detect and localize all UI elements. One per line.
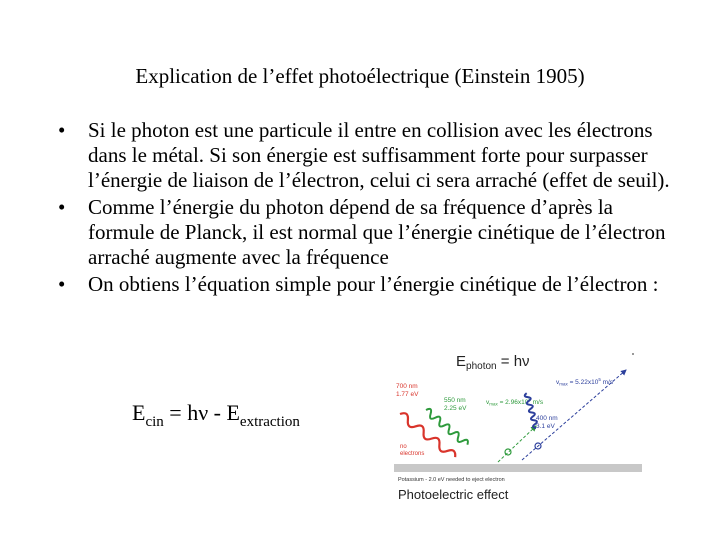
no-electrons-label-2: electrons xyxy=(400,451,425,457)
bullet-item xyxy=(56,118,676,193)
blue-energy-label: 3.1 eV xyxy=(536,423,555,430)
metal-caption: Potassium - 2.0 eV needed to eject electron xyxy=(398,477,505,483)
no-electrons-label-1: no xyxy=(400,444,407,450)
blue-wavelength-label: 400 nm xyxy=(536,415,558,422)
red-wavelength-label: 700 nm xyxy=(396,383,418,390)
green-wavelength-label: 550 nm xyxy=(444,397,466,404)
corner-mark xyxy=(632,353,634,355)
bullet-text: Si le photon est une particule il entre en collision avec les électrons dans le métal. Si son énergie est suffisamment forte pour surpasser l’énergie de liaison de l’électron, celui ci sera arraché (effet de seuil). xyxy=(88,118,670,192)
bullet-item xyxy=(56,272,676,297)
formula-sub-extraction: extraction xyxy=(239,414,300,430)
green-electron xyxy=(505,449,511,455)
green-energy-label: 2.25 eV xyxy=(444,405,467,412)
green-electron-path xyxy=(498,426,536,462)
figure-caption: Photoelectric effect xyxy=(398,487,509,502)
photon-energy-equation: $E_{photon} = h\nu$ xyxy=(456,353,530,372)
bullet-text: Comme l’énergie du photon dépend de sa fréquence d’après la formule de Planck, il est normal que l’énergie cinétique de l’électron arraché augmente avec la fréquence xyxy=(88,195,666,269)
slide-title: Explication de l’effet photoélectrique (Einstein 1905) xyxy=(135,64,585,88)
bullet-item xyxy=(56,195,676,270)
formula-sub-cin: cin xyxy=(145,414,164,430)
kinetic-energy-formula xyxy=(132,400,300,430)
bullet-list xyxy=(56,118,676,299)
photoelectric-diagram xyxy=(386,350,648,505)
bullet-text: On obtiens l’équation simple pour l’énergie cinétique de l’électron : xyxy=(88,272,659,296)
blue-vmax-label: $v_{max} = 5.22x10^5$ m/s xyxy=(556,377,614,387)
bullet-dot: • xyxy=(58,118,66,142)
bullet-dot: • xyxy=(58,272,66,296)
formula-e: E xyxy=(132,400,146,425)
bullet-dot: • xyxy=(58,195,66,219)
formula-middle: = hν - E xyxy=(163,400,240,425)
metal-slab xyxy=(394,464,642,472)
green-photon-wave xyxy=(424,407,470,447)
red-energy-label: 1.77 eV xyxy=(396,391,419,398)
photoelectric-figure xyxy=(386,350,648,505)
green-vmax-label: $v_{max} = 2.96x10^5$ m/s xyxy=(486,397,544,407)
